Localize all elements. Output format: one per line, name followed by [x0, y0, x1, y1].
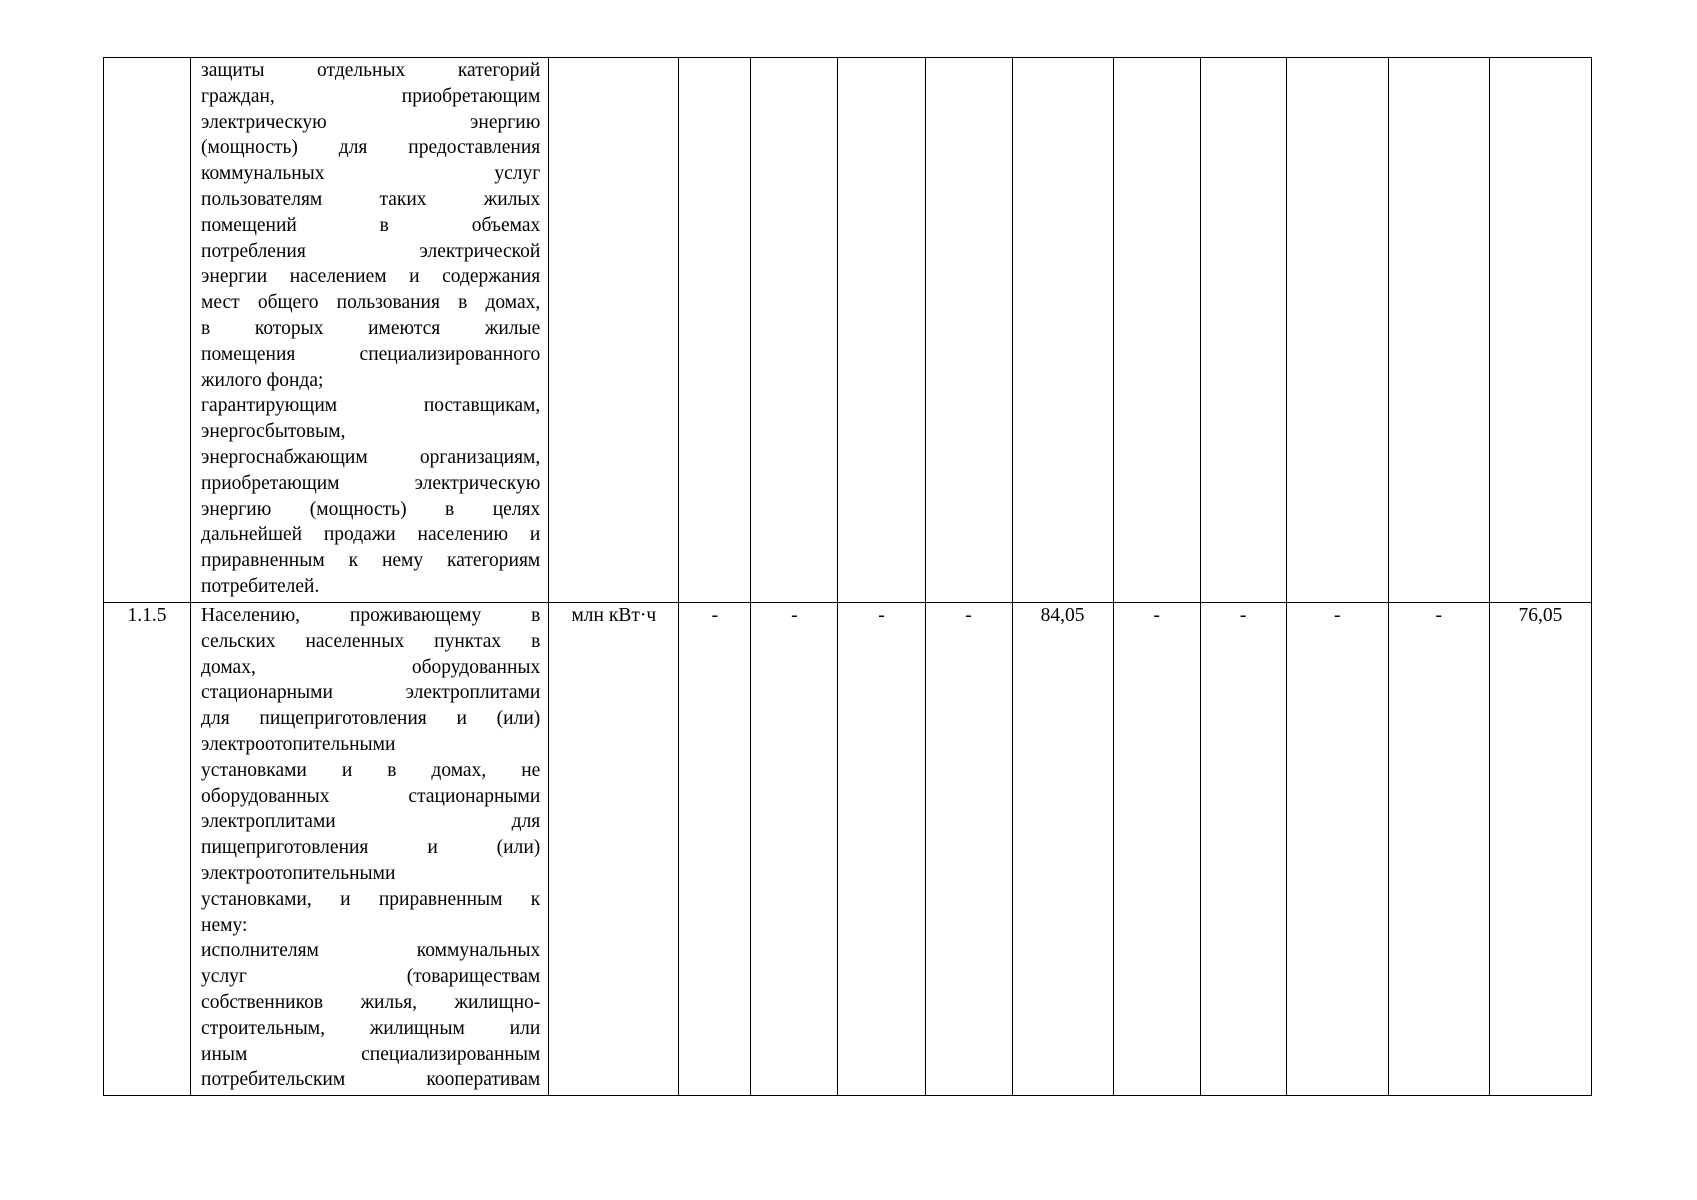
description-line: электроотопительными: [201, 862, 396, 884]
value-cell: [1286, 58, 1388, 603]
value-cell: [838, 58, 925, 603]
value-cell: [679, 58, 751, 603]
unit-cell: млн кВт·ч: [549, 603, 679, 1096]
row-description: [191, 58, 549, 603]
value-cell: [1489, 58, 1591, 603]
description-line: энергию (мощность) в целях: [201, 498, 541, 520]
value-cell: -: [1113, 603, 1200, 1096]
description-line: потребительским кооперативам: [201, 1069, 541, 1091]
description-line: собственников жилья, жилищно-: [201, 991, 541, 1013]
value-cell: -: [1286, 603, 1388, 1096]
value-cell: -: [1200, 603, 1286, 1096]
description-line: пищеприготовления и (или): [201, 837, 541, 859]
description-line: установками и в домах, не: [201, 759, 541, 781]
description-line: дальнейшей продажи населению и: [201, 524, 541, 546]
unit-cell: [549, 58, 679, 603]
description-line: защиты отдельных категорий: [201, 60, 541, 81]
description-line: помещений в объемах: [201, 214, 541, 236]
description-line: энергоснабжающим организациям,: [201, 446, 541, 468]
description-line: электрическую энергию: [201, 111, 541, 133]
description-line: Населению, проживающему в: [201, 605, 541, 626]
value-cell: [1113, 58, 1200, 603]
row-description: [191, 603, 549, 1096]
description-line: потребителей.: [201, 575, 320, 597]
description-line: помещения специализированного: [201, 343, 541, 365]
description-line: коммунальных услуг: [201, 163, 541, 185]
description-line: оборудованных стационарными: [201, 785, 541, 807]
description-line: мест общего пользования в домах,: [201, 292, 541, 314]
description-line: потребления электрической: [201, 240, 541, 262]
value-cell: [1388, 58, 1489, 603]
description-line: жилого фонда;: [201, 369, 324, 391]
description-line: стационарными электроплитами: [201, 682, 541, 704]
table-row: [104, 603, 1592, 1096]
value-cell: -: [679, 603, 751, 1096]
value-cell: -: [925, 603, 1012, 1096]
description-line: иным специализированным: [201, 1043, 541, 1065]
value-cell: -: [751, 603, 838, 1096]
description-line: в которых имеются жилые: [201, 317, 541, 339]
description-line: энергии населением и содержания: [201, 266, 541, 288]
description-line: нему:: [201, 914, 248, 936]
description-line: строительным, жилищным или: [201, 1017, 541, 1039]
description-line: услуг (товариществам: [201, 966, 541, 988]
row-number: 1.1.5: [104, 603, 191, 1096]
description-line: электроплитами для: [201, 811, 541, 833]
description-line: для пищеприготовления и (или): [201, 708, 541, 730]
value-cell: -: [1388, 603, 1489, 1096]
value-cell: 84,05: [1012, 603, 1113, 1096]
description-line: энергосбытовым,: [201, 421, 346, 443]
description-line: домах, оборудованных: [201, 656, 541, 678]
value-cell: [1200, 58, 1286, 603]
value-cell: 76,05: [1489, 603, 1591, 1096]
description-line: установками, и приравненным к: [201, 888, 541, 910]
description-line: электроотопительными: [201, 733, 396, 755]
description-line: пользователям таких жилых: [201, 188, 541, 210]
description-line: приобретающим электрическую: [201, 472, 541, 494]
value-cell: [1012, 58, 1113, 603]
data-table: [103, 57, 1592, 1096]
description-line: гарантирующим поставщикам,: [201, 395, 541, 417]
table-row: [104, 58, 1592, 603]
description-line: граждан, приобретающим: [201, 85, 541, 107]
description-line: сельских населенных пунктах в: [201, 630, 541, 652]
description-line: приравненным к нему категориям: [201, 550, 541, 572]
description-line: (мощность) для предоставления: [201, 137, 541, 159]
row-number: [104, 58, 191, 603]
value-cell: [925, 58, 1012, 603]
value-cell: -: [838, 603, 925, 1096]
value-cell: [751, 58, 838, 603]
description-line: исполнителям коммунальных: [201, 940, 541, 962]
